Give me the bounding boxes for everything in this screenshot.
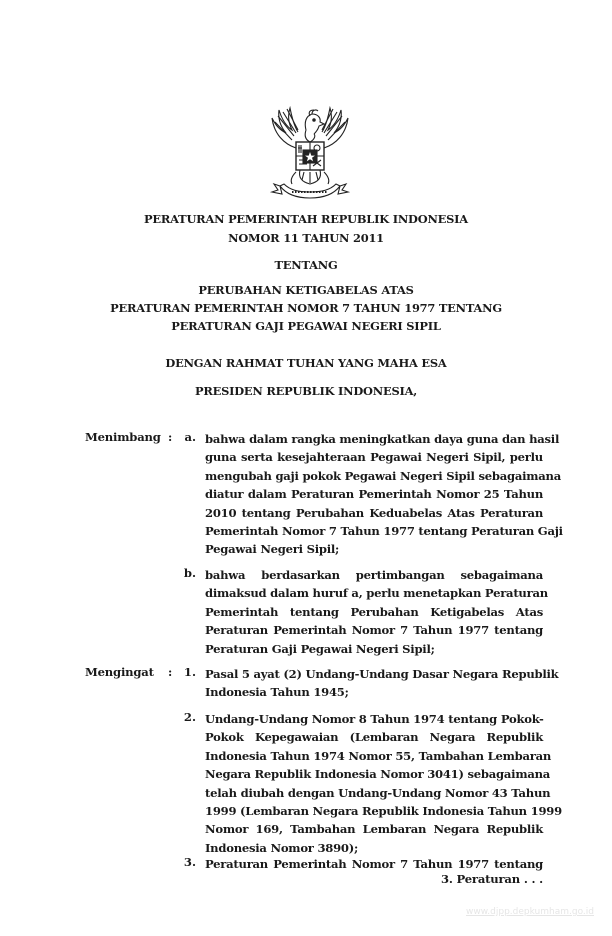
text-line: Indonesia Nomor 3890);: [205, 840, 358, 855]
mengingat-item-3: [205, 855, 543, 873]
text-line: bahwa dalam rangka meningkatkan daya guna dan hasil: [205, 432, 560, 446]
text-line: guna serta kesejahteraan Pegawai Negeri Sipil, perlu: [205, 450, 543, 465]
text-line: Peraturan Pemerintah Nomor 7 Tahun 1977 tentang: [205, 623, 543, 638]
text-line: diatur dalam Peraturan Pemerintah Nomor 25 Tahun: [205, 487, 543, 502]
text-line: Peraturan Pemerintah Nomor 7 Tahun 1977 tentang: [205, 857, 543, 871]
text-line: Indonesia Tahun 1974 Nomor 55, Tambahan Lembaran: [205, 748, 552, 763]
tentang-heading: TENTANG: [274, 258, 338, 272]
mengingat-item-2: [205, 710, 562, 857]
regulation-title: PERATURAN PEMERINTAH REPUBLIK INDONESIA: [144, 212, 468, 226]
menimbang-item-a-marker: a.: [184, 430, 196, 444]
menimbang-colon: :: [168, 430, 173, 444]
text-line: Pokok Kepegawaian (Lembaran Negara Republik: [205, 730, 543, 745]
issuer: PRESIDEN REPUBLIK INDONESIA,: [194, 384, 418, 398]
text-line: Undang-Undang Nomor 8 Tahun 1974 tentang Pokok-: [205, 712, 544, 726]
text-line: Pemerintah Nomor 7 Tahun 1977 tentang Peraturan Gaji: [205, 523, 563, 538]
text-line: mengubah gaji pokok Pegawai Negeri Sipil sebagaimana: [205, 468, 561, 483]
menimbang-item-a: [205, 430, 563, 559]
watermark-link[interactable]: www.djpp.depkumham.go.id: [466, 907, 594, 917]
text-line: Peraturan Gaji Pegawai Negeri Sipil;: [205, 641, 435, 656]
mengingat-item-2-marker: 2.: [183, 710, 196, 724]
subject-line-2: PERATURAN PEMERINTAH NOMOR 7 TAHUN 1977 TENTANG: [110, 301, 502, 315]
text-line: Nomor 169, Tambahan Lembaran Negara Republik: [205, 822, 543, 837]
page-catchword: 3. Peraturan . . .: [441, 872, 543, 886]
text-line: Indonesia Tahun 1945;: [205, 685, 349, 700]
text-line: 2010 tentang Perubahan Keduabelas Atas Peraturan: [205, 505, 543, 520]
menimbang-item-b: [205, 566, 548, 658]
mengingat-item-1-marker: 1.: [183, 665, 196, 679]
subject-line-1: PERUBAHAN KETIGABELAS ATAS: [198, 283, 414, 297]
menimbang-label: Menimbang: [85, 430, 161, 444]
mengingat-item-1: [205, 665, 559, 702]
subject-line-3: PERATURAN GAJI PEGAWAI NEGERI SIPIL: [171, 319, 441, 333]
text-line: 1999 (Lembaran Negara Republik Indonesia Tahun 1999: [205, 803, 562, 818]
text-line: Negara Republik Indonesia Nomor 3041) sebagaimana: [205, 767, 551, 782]
text-line: Pegawai Negeri Sipil;: [205, 542, 340, 557]
mengingat-label: Mengingat: [85, 665, 154, 679]
text-line: bahwa berdasarkan pertimbangan sebagaimana: [205, 568, 543, 582]
invocation: DENGAN RAHMAT TUHAN YANG MAHA ESA: [165, 356, 447, 370]
mengingat-item-3-marker: 3.: [183, 855, 196, 869]
text-line: Pemerintah tentang Perubahan Ketigabelas Atas: [205, 604, 543, 619]
text-line: dimaksud dalam huruf a, perlu menetapkan Peraturan: [205, 586, 548, 601]
regulation-number: NOMOR 11 TAHUN 2011: [228, 231, 384, 245]
garuda-pancasila-emblem-icon: [266, 100, 354, 202]
mengingat-colon: :: [168, 665, 173, 679]
text-line: telah diubah dengan Undang-Undang Nomor 43 Tahun: [205, 785, 551, 800]
text-line: Pasal 5 ayat (2) Undang-Undang Dasar Negara Republik: [205, 667, 559, 681]
menimbang-item-b-marker: b.: [183, 566, 196, 580]
